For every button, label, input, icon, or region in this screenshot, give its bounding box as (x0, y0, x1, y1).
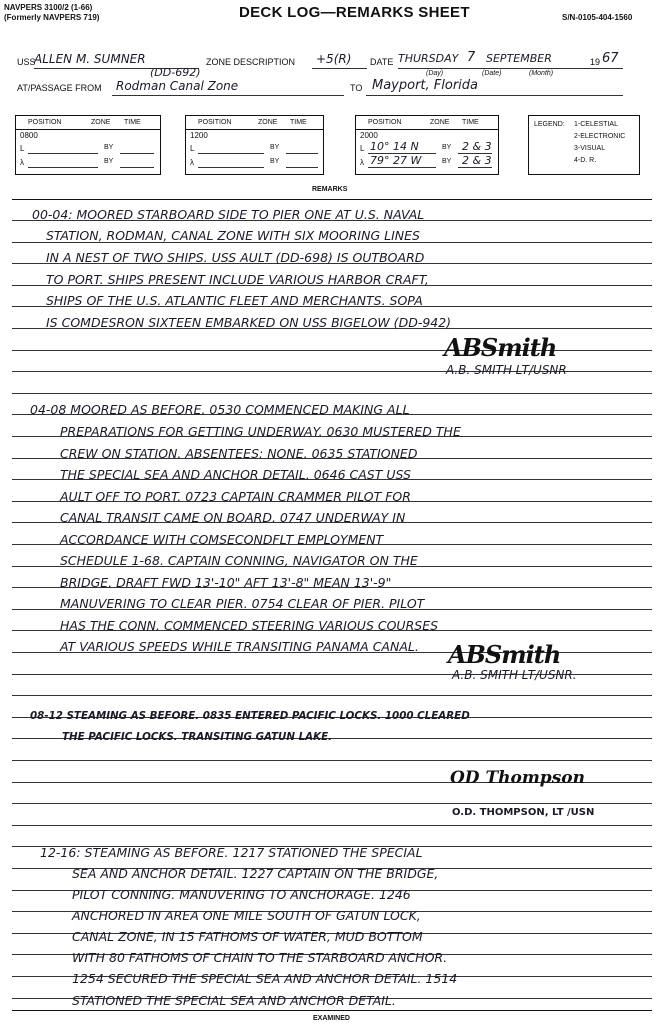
date-value: 7 (467, 50, 476, 65)
entry-line: SEA AND ANCHOR DETAIL. 1227 CAPTAIN ON THE BRIDGE, (72, 866, 439, 881)
time-header: TIME (124, 119, 141, 126)
zone-header: ZONE (430, 119, 450, 126)
longitude-value: 79° 27 W (370, 154, 422, 167)
by-label: BY (104, 144, 114, 151)
legend-item: 3-VISUAL (574, 145, 606, 152)
position-time: 0800 (20, 131, 38, 140)
position-box-1200 (185, 115, 324, 175)
year-value: 67 (602, 51, 619, 66)
ruled-line (12, 760, 652, 761)
zone-description-value: +5(R) (316, 52, 352, 66)
by-label: BY (442, 144, 452, 151)
stock-number: S/N-0105-404-1560 (562, 13, 633, 22)
hull-number: (DD-692) (150, 66, 201, 79)
signer-name: O.D. THOMPSON, LT /USN (452, 807, 595, 818)
zone-header: ZONE (91, 119, 111, 126)
entry-line: CANAL ZONE, IN 15 FATHOMS OF WATER, MUD BOTTOM (72, 929, 423, 944)
longitude-label: λ (360, 158, 364, 167)
entry-line: CANAL TRANSIT CAME ON BOARD. 0747 UNDERWAY IN (60, 510, 406, 525)
entry-line: 1254 SECURED THE SPECIAL SEA AND ANCHOR DETAIL. 1514 (72, 971, 458, 986)
passage-from-value: Rodman Canal Zone (116, 79, 239, 93)
latitude-label: L (20, 144, 25, 153)
latitude-value: 10° 14 N (370, 140, 419, 153)
position-time: 1200 (190, 131, 208, 140)
signature: OD Thompson (450, 768, 585, 788)
position-header: POSITION (198, 119, 232, 126)
date-label: DATE (370, 57, 394, 67)
passage-from-label: AT/PASSAGE FROM (17, 83, 102, 93)
position-time: 2000 (360, 131, 378, 140)
signer-name: A.B. SMITH LT/USNR. (452, 668, 577, 682)
entry-line: 12-16: STEAMING AS BEFORE. 1217 STATIONED THE SPECIAL (40, 845, 423, 860)
entry-line: ACCORDANCE WITH COMSECONDFLT EMPLOYMENT (60, 532, 384, 547)
latitude-label: L (190, 144, 195, 153)
by-label: BY (270, 144, 280, 151)
legend-label: LEGEND: (534, 121, 565, 128)
zone-header: ZONE (258, 119, 278, 126)
page-title: DECK LOG—REMARKS SHEET (239, 4, 470, 21)
month-value: SEPTEMBER (486, 52, 552, 65)
latitude-label: L (360, 144, 365, 153)
entry-line: BRIDGE. DRAFT FWD 13'-10" AFT 13'-8" MEAN 13'-9" (60, 575, 392, 590)
form-previous-number: (Formerly NAVPERS 719) (4, 13, 100, 22)
legend-box (528, 115, 640, 175)
longitude-label: λ (20, 158, 24, 167)
by-label: BY (270, 158, 280, 165)
entry-line: MANUVERING TO CLEAR PIER. 0754 CLEAR OF PIER. PILOT (60, 596, 425, 611)
signer-name: A.B. SMITH LT/USNR (446, 363, 567, 377)
entry-line: PILOT CONNING. MANUVERING TO ANCHORAGE. 1246 (72, 887, 411, 902)
entry-line: ANCHORED IN AREA ONE MILE SOUTH OF GATUN LOCK, (72, 908, 421, 923)
examined-label: EXAMINED (313, 1015, 350, 1022)
ruled-line (12, 393, 652, 394)
position-box-0800 (15, 115, 161, 175)
by-label: BY (104, 158, 114, 165)
remarks-label: REMARKS (312, 186, 348, 193)
entry-line: HAS THE CONN. COMMENCED STEERING VARIOUS COURSES (60, 618, 439, 633)
passage-to-value: Mayport, Florida (372, 78, 479, 93)
longitude-label: λ (190, 158, 194, 167)
legend-item: 4-D. R. (574, 157, 597, 164)
entry-line: 04-08 MOORED AS BEFORE. 0530 COMMENCED MAKING ALL (30, 402, 410, 417)
remarks-top-line (12, 199, 652, 200)
entry-line: CREW ON STATION. ABSENTEES: NONE. 0635 STATIONED (60, 446, 418, 461)
form-number: NAVPERS 3100/2 (1-66) (4, 3, 93, 12)
passage-to-label: TO (350, 83, 363, 93)
entry-line: SCHEDULE 1-68. CAPTAIN CONNING, NAVIGATOR ON THE (60, 553, 418, 568)
entry-line: THE SPECIAL SEA AND ANCHOR DETAIL. 0646 CAST USS (60, 467, 411, 482)
entry-line: WITH 80 FATHOMS OF CHAIN TO THE STARBOARD ANCHOR. (72, 950, 448, 965)
time-header: TIME (290, 119, 307, 126)
date-caption: (Date) (482, 70, 502, 77)
ruled-line (12, 825, 652, 826)
entry-line: PREPARATIONS FOR GETTING UNDERWAY. 0630 MUSTERED THE (60, 424, 461, 439)
position-box-2000 (355, 115, 499, 175)
ship-name: ALLEN M. SUMNER (34, 52, 146, 66)
position-header: POSITION (368, 119, 402, 126)
entry-line: STATION, RODMAN, CANAL ZONE WITH SIX MOORING LINES (46, 228, 420, 243)
month-caption: (Month) (529, 70, 554, 77)
ruled-line (12, 803, 652, 804)
entry-line: IN A NEST OF TWO SHIPS. USS AULT (DD-698) IS OUTBOARD (46, 250, 425, 265)
time-header: TIME (462, 119, 479, 126)
entry-line: AULT OFF TO PORT. 0723 CAPTAIN CRAMMER PILOT FOR (60, 489, 411, 504)
legend-item: 2-ELECTRONIC (574, 133, 626, 140)
entry-line: 00-04: MOORED STARBOARD SIDE TO PIER ONE AT U.S. NAVAL (32, 207, 425, 222)
legend-item: 1-CELESTIAL (574, 121, 618, 128)
entry-line: 08-12 STEAMING AS BEFORE. 0835 ENTERED PACIFIC LOCKS. 1000 CLEARED (30, 710, 470, 722)
longitude-fix-method: 2 & 3 (462, 154, 492, 167)
by-label: BY (442, 158, 452, 165)
entry-line: TO PORT. SHIPS PRESENT INCLUDE VARIOUS HARBOR CRAFT, (46, 272, 429, 287)
position-header: POSITION (28, 119, 62, 126)
year-prefix: 19 (590, 57, 601, 67)
signature: ABSmith (444, 333, 557, 362)
latitude-fix-method: 2 & 3 (462, 140, 492, 153)
ruled-line (12, 695, 652, 696)
entry-line: AT VARIOUS SPEEDS WHILE TRANSITING PANAMA CANAL. (60, 639, 419, 654)
entry-line: THE PACIFIC LOCKS. TRANSITING GATUN LAKE. (62, 731, 333, 743)
day-caption: (Day) (426, 70, 444, 77)
signature: ABSmith (448, 640, 561, 669)
entry-line: SHIPS OF THE U.S. ATLANTIC FLEET AND MERCHANTS. SOPA (46, 293, 423, 308)
uss-label: USS (17, 57, 36, 67)
entry-line: IS COMDESRON SIXTEEN EMBARKED ON USS BIGELOW (DD-942) (46, 315, 452, 330)
entry-line: STATIONED THE SPECIAL SEA AND ANCHOR DETAIL. (72, 993, 396, 1008)
day-value: THURSDAY (398, 52, 459, 65)
zone-description-label: ZONE DESCRIPTION (206, 57, 296, 67)
